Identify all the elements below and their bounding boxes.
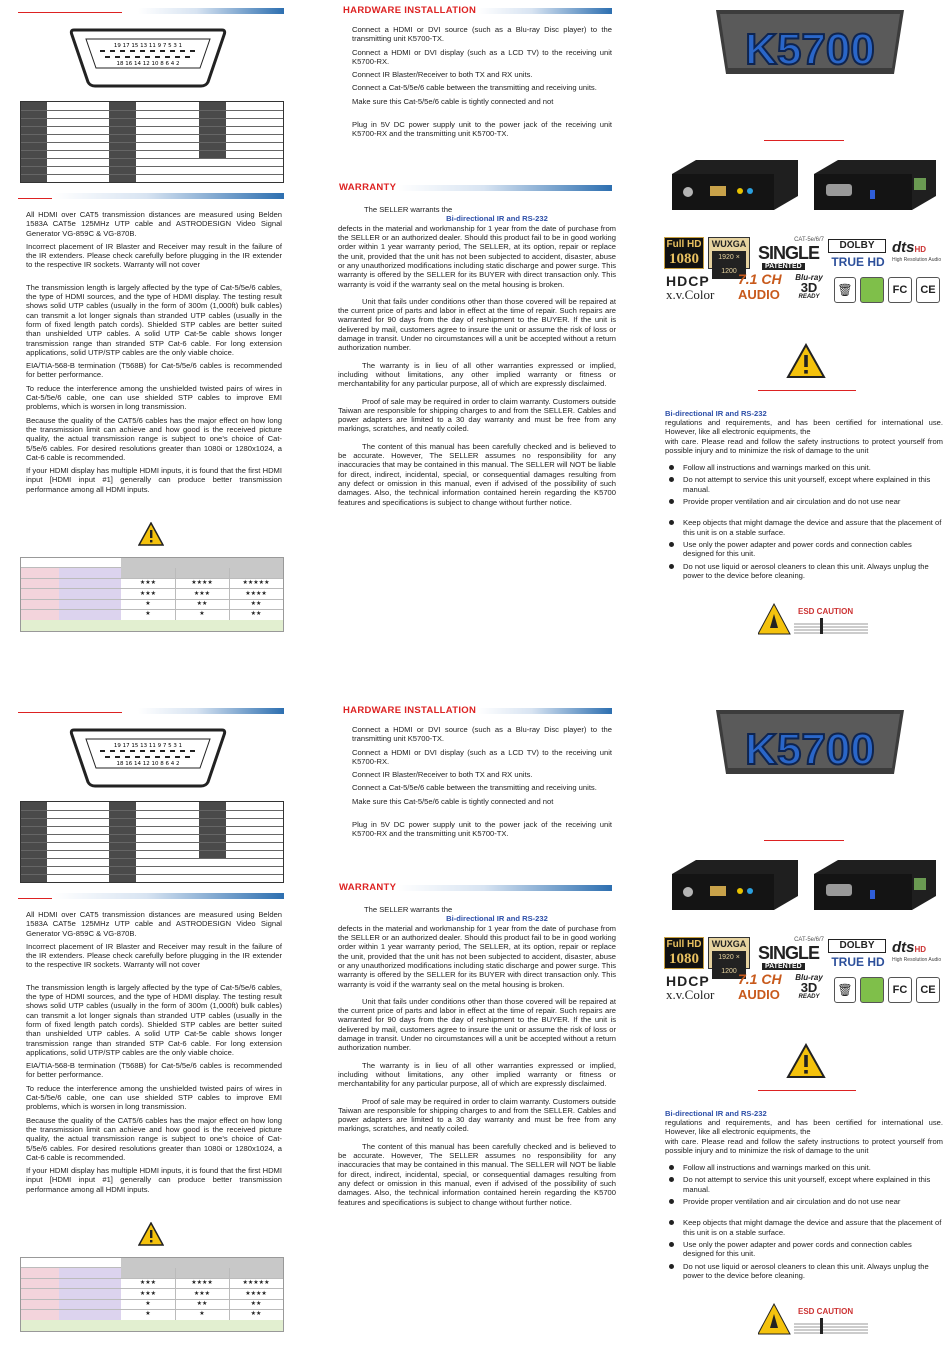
note-paragraph: Because the quality of the CAT5/6 cables has the major effect on how long the transmission limit can achieve and how good is the received picture quality, the actual transmission range is subject to one’s choice of Cat-5/5e/6 cables. For desired resolutions greater than 1080i or 1280x1024, a Cat-6 cable is recommended. [26,1115,282,1162]
row-header [59,1268,121,1320]
install-step: Make sure this Cat-5/5e/6 cable is tightly connected and not [352,96,554,106]
note-paragraph: Because the quality of the CAT5/6 cables has the major effect on how long the transmission limit can achieve and how good is the received picture quality, the actual transmission range is subject to one’s choice of Cat-5/5e/6 cables. For desired resolutions greater than 1080i or 1280x1024, a Cat-6 cable is recommended. [26,415,282,462]
install-step: Connect a HDMI or DVI source (such as a Blu-ray Disc player) to the transmitting unit K5700-TX. [352,25,612,44]
esd-caution-text: ESD CAUTION [798,607,854,616]
warranty-paragraph: The warranty is in lieu of all other warranties expressed or implied, including without limitations, any other implied warranty or fitness or merchantability for any particular purpose, all of which are expressly disclaimed. [338,360,616,389]
table-row [21,134,283,135]
safety-intro: with care. Please read and follow the safety instructions to protect yourself from possible injury and to minimize the risk of damage to the unit [665,1136,943,1155]
table-row [21,818,283,819]
note-paragraph: All HDMI over CAT5 transmission distances are measured using Belden 1583A CAT5e 125MHz UTP cable and ASTRODESIGN Video Signal Generator VG-859C & VG-870B. [26,210,282,238]
warranty-paragraph: The content of this manual has been carefully checked and is believed to be accurate. However, The SELLER assumes no responsibility for any inaccuracies that may be contained in this manual. The SELLER will NOT be liable for direct, indirect, incidental, special, or consequential damages resulting from any defect or omission in this manual, even if advised of the possibility of such damages. Also, the technical information contained herein regarding the K5700 features and specifications is subject to change without further notice. [338,1141,616,1207]
warning-icon [138,1222,164,1246]
xvcolor-logo: x.v.Color [666,287,715,302]
safety-item: Follow all instructions and warnings marked on this unit. [665,1163,943,1172]
table-row [21,826,283,827]
table-row [21,110,283,111]
safety-list [665,463,943,506]
row-header [59,568,121,620]
table-row [21,858,283,859]
install-step: Connect a HDMI or DVI display (such as a LCD TV) to the receiving unit K5700-RX. [352,747,612,766]
middle-column [338,0,616,679]
safety-list [665,1163,943,1206]
table-row [21,142,283,143]
product-photo [666,852,942,914]
hdmi-connector-diagram [68,24,228,90]
hdcp-logo: HDCP [666,273,710,289]
warranty-title: WARRANTY [339,882,397,893]
table-header [21,1258,121,1268]
warranty-paragraph: The content of this manual has been carefully checked and is believed to be accurate. However, The SELLER assumes no responsibility for any inaccuracies that may be contained in this manual. The SELLER will NOT be liable for direct, indirect, incidental, special, or consequential damages resulting from any defect or omission in this manual, even if advised of the possibility of such damages. Also, the technical information contained herein regarding the K5700 features and specifications is subject to change without further notice. [338,441,616,507]
left-column [18,0,284,679]
note-paragraph: Incorrect placement of IR Blaster and Receiver may result in the failure of the IR extenders. Please check carefully before plugging in the IR extender to the respective IR sockets. Warranty will not cover [26,941,282,970]
hardware-steps [352,725,612,843]
row-header [21,568,59,620]
bluray-3d-logo: Blu-ray 3D READY [795,973,823,1000]
rating-cell: ★★★ [139,579,157,586]
rating-cell: ★★★ [193,590,211,597]
truehd-logo: TRUE HD [831,955,885,969]
k5700-logo [712,4,908,78]
table-row [21,866,283,867]
feature-logos [664,937,942,1005]
hdmi-top-pins: 19 17 15 13 11 9 7 5 3 1 [113,43,183,49]
warranty-paragraph: Unit that fails under conditions other than those covered will be repaired at the current price of parts and labor in effect at the time of repair. Such repairs are warranted for 90 days from the day of reshipment to the BUYER. If the unit is delivered by mail, customers agree to insure the unit or assume the risk of loss or damage in transit. Under no circumstances will a unit be accepted without a return authorization number. [338,996,616,1053]
rating-cell: ★★★★ [191,1279,213,1286]
safety-item: Do not attempt to service this unit yourself, except where explained in this manual. [665,1175,943,1194]
safety-item: Use only the power adapter and power cords and connection cables designed for this unit. [665,540,943,559]
k5700-logo [712,704,908,778]
warranty-paragraph: defects in the material and workmanship for 1 year from the date of purchase from the SELLER or an authorized dealer. Should this product fail to be in good working order within 1 year warranty period, The SELLER, at its option, repair or replace the unit, provided that the unit has not been subjected to accident, disaster, abuse or any unauthorized modifications including static discharge and power surge. This warranty is offered by the SELLER for its BUYER with direct transaction only. This warranty is void if the warranty seal on the metal housing is broken. [338,923,616,989]
left-column [18,700,284,1359]
table-row [21,126,283,127]
rating-cell: ★★★★ [245,1290,267,1297]
performance-table [20,1257,284,1332]
71ch-audio-logo: 7.1 CH AUDIO [738,271,782,302]
rating-cell: ★ [145,610,151,617]
dolby-logo: DOLBY [828,239,886,253]
header-bar [138,8,284,14]
hardware-steps [352,25,612,143]
hdmi-connector-diagram [68,724,228,790]
install-step: Connect IR Blaster/Receiver to both TX and RX units. [352,770,533,780]
dts-hd-logo: dtsHD High Resolution Audio [892,239,942,263]
table-footer [21,1320,283,1331]
fcc-icon: FC [888,277,912,303]
hdmi-bottom-pins: 18 16 14 12 10 8 6 4 2 [116,61,180,67]
rating-cell: ★ [145,600,151,607]
weee-bin-icon: 🗑 [834,277,856,303]
safety-heading: Bi-directional IR and RS-232 [665,409,767,418]
table-header [21,558,121,568]
safety-item: Provide proper ventilation and air circulation and do not use near [665,1197,943,1206]
safety-item: Do not use liquid or aerosol cleaners to clean this unit. Always unplug the power to the device before cleaning. [665,562,943,581]
rating-cell: ★★ [250,600,262,607]
safety-item: Keep objects that might damage the device and assure that the placement of this unit is on a stable surface. [665,518,943,537]
warranty-intro: The SELLER warrants the [364,905,453,914]
safety-item: Keep objects that might damage the device and assure that the placement of this unit is on a stable surface. [665,1218,943,1237]
hardware-installation-title: HARDWARE INSTALLATION [343,705,477,716]
warranty-block [338,905,616,1211]
dts-hd-logo: dtsHD High Resolution Audio [892,939,942,963]
model-name: K5700 [745,725,875,774]
note-paragraph: To reduce the interference among the unshielded twisted pairs of wires in Cat-5/5e/6 cable, one can use shielded STP cables to improve EMI problems, which is worsen in long transmission. [26,383,282,412]
table-row [21,874,283,875]
header-bar [138,708,284,714]
warranty-feature: Bi-directional IR and RS-232 [446,214,548,224]
safety-item: Follow all instructions and warnings marked on this unit. [665,463,943,472]
install-step: Plug in 5V DC power supply unit to the power jack of the receiving unit K5700-RX and the transmitting unit K5700-TX. [352,120,612,139]
section-underline [764,840,844,841]
note-paragraph: If your HDMI display has multiple HDMI inputs, it is found that the first HDMI input [HDMI input #1] generally can produce better transmission performance among all HDMI inputs. [26,466,282,494]
header-bar [398,185,612,191]
safety-item: Do not use liquid or aerosol cleaners to clean this unit. Always unplug the power to the device before cleaning. [665,1262,943,1281]
single-patented-logo: CAT-5e/6/7 SINGLE PATENTED [758,937,824,970]
manual-page-bottom [0,700,950,1359]
warranty-intro: The SELLER warrants the [364,205,453,214]
wuxga-logo: WUXGA 1920 × 1200 [708,937,750,969]
manual-page-top [0,0,950,679]
safety-item: Use only the power adapter and power cords and connection cables designed for this unit. [665,1240,943,1259]
rating-cell: ★★★ [139,590,157,597]
safety-heading: Bi-directional IR and RS-232 [665,1109,767,1118]
install-step: Connect a Cat-5/5e/6 cable between the transmitting and receiving units. [352,83,597,93]
ce-icon: CE [916,277,940,303]
section-underline [758,390,856,391]
table-row [21,166,283,167]
table-row [21,150,283,151]
rating-cell: ★ [145,1300,151,1307]
rating-cell: ★★★★ [245,590,267,597]
truehd-logo: TRUE HD [831,255,885,269]
header-bar [54,893,284,899]
section-underline [18,712,122,713]
rating-cell: ★★ [250,1300,262,1307]
safety-item: Do not attempt to service this unit yourself, except where explained in this manual. [665,475,943,494]
table-row [21,850,283,851]
safety-intro: regulations and requirements, and has been certified for international use. However, like all electronic equipments, the [665,418,943,437]
install-step: Make sure this Cat-5/5e/6 cable is tightly connected and not [352,796,554,806]
safety-intro: regulations and requirements, and has been certified for international use. However, like all electronic equipments, the [665,1118,943,1137]
71ch-audio-logo: 7.1 CH AUDIO [738,971,782,1002]
table-header [121,558,283,578]
right-column [662,0,942,679]
safety-list [665,518,943,580]
section-underline [18,898,52,899]
note-paragraph: EIA/TIA-568-B termination (T568B) for Cat-5/5e/6 cables is recommended for better performance. [26,361,282,380]
right-column [662,700,942,1359]
rating-cell: ★ [199,1310,205,1317]
fullhd-logo: Full HD 1080 [664,937,704,969]
header-bar [478,708,612,714]
esd-caution-label [758,602,868,636]
hdmi-top-pins: 19 17 15 13 11 9 7 5 3 1 [113,743,183,749]
hdcp-logo: HDCP [666,973,710,989]
install-step: Connect a HDMI or DVI display (such as a LCD TV) to the receiving unit K5700-RX. [352,47,612,66]
rating-cell: ★ [199,610,205,617]
fcc-icon: FC [888,977,912,1003]
warning-icon [138,522,164,546]
row-header [21,1268,59,1320]
rating-cell: ★★ [196,600,208,607]
warranty-block [338,205,616,511]
rating-cell: ★★★ [193,1290,211,1297]
note-paragraph: EIA/TIA-568-B termination (T568B) for Cat-5/5e/6 cables is recommended for better performance. [26,1061,282,1080]
notes-block [26,910,282,1198]
notes-block [26,210,282,498]
header-bar [54,193,284,199]
table-row [21,810,283,811]
table-header [121,1258,283,1278]
section-underline [764,140,844,141]
safety-block [665,409,943,583]
rating-cell: ★ [145,1310,151,1317]
warranty-paragraph: Proof of sale may be required in order to claim warranty. Customers outside Taiwan are responsible for shipping charges to and from the SELLER. Cables and power adapters are limited to a 30 day warranty and must be free from any markings, scratches, and neatly coiled. [338,1096,616,1134]
hdmi-bottom-pins: 18 16 14 12 10 8 6 4 2 [116,761,180,767]
warranty-paragraph: Proof of sale may be required in order to claim warranty. Customers outside Taiwan are responsible for shipping charges to and from the SELLER. Cables and power adapters are limited to a 30 day warranty and must be free from any markings, scratches, and neatly coiled. [338,396,616,434]
table-row [21,174,283,175]
fullhd-logo: Full HD 1080 [664,237,704,269]
feature-logos [664,237,942,305]
safety-block [665,1109,943,1283]
warranty-feature: Bi-directional IR and RS-232 [446,914,548,924]
install-step: Connect IR Blaster/Receiver to both TX and RX units. [352,70,533,80]
esd-caution-label [758,1302,868,1336]
warranty-paragraph: defects in the material and workmanship for 1 year from the date of purchase from the SELLER or an authorized dealer. Should this product fail to be in good working order within 1 year warranty period, The SELLER, at its option, repair or replace the unit, provided that the unit has not been subjected to accident, disaster, abuse or any unauthorized modifications including static discharge and power surge. This warranty is offered by the SELLER for its BUYER with direct transaction only. This warranty is void if the warranty seal on the metal housing is broken. [338,223,616,289]
section-underline [18,198,52,199]
note-paragraph: All HDMI over CAT5 transmission distances are measured using Belden 1583A CAT5e 125MHz UTP cable and ASTRODESIGN Video Signal Generator VG-859C & VG-870B. [26,910,282,938]
rating-cell: ★★ [250,1310,262,1317]
rating-cell: ★★★★★ [242,579,270,586]
note-paragraph: Incorrect placement of IR Blaster and Receiver may result in the failure of the IR extenders. Please check carefully before plugging in the IR extender to the respective IR sockets. Warranty will not cover [26,241,282,270]
table-row [21,158,283,159]
section-underline [758,1090,856,1091]
warning-icon [786,1043,826,1079]
rating-cell: ★★ [196,1300,208,1307]
pin-assignment-table [20,101,284,183]
rating-cell: ★★★★ [191,579,213,586]
rohs-icon [860,977,884,1003]
warranty-title: WARRANTY [339,182,397,193]
safety-item: Provide proper ventilation and air circulation and do not use near [665,497,943,506]
note-paragraph: The transmission length is largely affected by the type of Cat-5/5e/6 cables, the type of HDMI sources, and the type of HDMI display. The testing result shows solid UTP cables (usually in the form of 300m (1,000ft) bulk cables) can transmit a lot longer signals than stranded UTP cables (usually in the form of fixed length patch cords). Shielded STP cables are better suited than unshielded UTP cables. A solid UTP Cat-5e cable shows longer transmission range than stranded STP Cat-6 cable. For long extension applications, solid UTP/STP cables are the only viable choice. [26,982,282,1057]
header-bar [478,8,612,14]
table-row [21,118,283,119]
note-paragraph: To reduce the interference among the unshielded twisted pairs of wires in Cat-5/5e/6 cable, one can use shielded STP cables to improve EMI problems, which is worsen in long transmission. [26,1083,282,1112]
rating-cell: ★★★ [139,1290,157,1297]
rohs-icon [860,277,884,303]
bluray-3d-logo: Blu-ray 3D READY [795,273,823,300]
rating-cell: ★★★★★ [242,1279,270,1286]
ce-icon: CE [916,977,940,1003]
single-patented-logo: CAT-5e/6/7 SINGLE PATENTED [758,237,824,270]
warranty-paragraph: The warranty is in lieu of all other warranties expressed or implied, including without limitations, any other implied warranty or fitness or merchantability for any particular purpose, all of which are expressly disclaimed. [338,1060,616,1089]
dolby-logo: DOLBY [828,939,886,953]
table-footer [21,620,283,631]
safety-list [665,1218,943,1280]
rating-cell: ★★ [250,610,262,617]
warranty-paragraph: Unit that fails under conditions other than those covered will be repaired at the current price of parts and labor in effect at the time of repair. Such repairs are warranted for 90 days from the day of reshipment to the BUYER. If the unit is delivered by mail, customers agree to insure the unit or assume the risk of loss or damage in transit. Under no circumstances will a unit be accepted without a return authorization number. [338,296,616,353]
performance-table [20,557,284,632]
hardware-installation-title: HARDWARE INSTALLATION [343,5,477,16]
xvcolor-logo: x.v.Color [666,987,715,1002]
install-step: Connect a Cat-5/5e/6 cable between the transmitting and receiving units. [352,783,597,793]
table-row [21,834,283,835]
note-paragraph: The transmission length is largely affected by the type of Cat-5/5e/6 cables, the type of HDMI sources, and the type of HDMI display. The testing result shows solid UTP cables (usually in the form of 300m (1,000ft) bulk cables) can transmit a lot longer signals than stranded UTP cables (usually in the form of fixed length patch cords). Shielded STP cables are better suited than unshielded UTP cables. A solid UTP Cat-5e cable shows longer transmission range than stranded STP Cat-6 cable. For long extension applications, solid UTP/STP cables are the only viable choice. [26,282,282,357]
note-paragraph: If your HDMI display has multiple HDMI inputs, it is found that the first HDMI input [HDMI input #1] generally can produce better transmission performance among all HDMI inputs. [26,1166,282,1194]
esd-caution-text: ESD CAUTION [798,1307,854,1316]
product-photo [666,152,942,214]
model-name: K5700 [745,25,875,74]
middle-column [338,700,616,1359]
safety-intro: with care. Please read and follow the safety instructions to protect yourself from possible injury and to minimize the risk of damage to the unit [665,436,943,455]
header-bar [398,885,612,891]
weee-bin-icon: 🗑 [834,977,856,1003]
table-row [21,842,283,843]
install-step: Plug in 5V DC power supply unit to the power jack of the receiving unit K5700-RX and the transmitting unit K5700-TX. [352,820,612,839]
warning-icon [786,343,826,379]
wuxga-logo: WUXGA 1920 × 1200 [708,237,750,269]
pin-assignment-table [20,801,284,883]
section-underline [18,12,122,13]
install-step: Connect a HDMI or DVI source (such as a Blu-ray Disc player) to the transmitting unit K5700-TX. [352,725,612,744]
rating-cell: ★★★ [139,1279,157,1286]
